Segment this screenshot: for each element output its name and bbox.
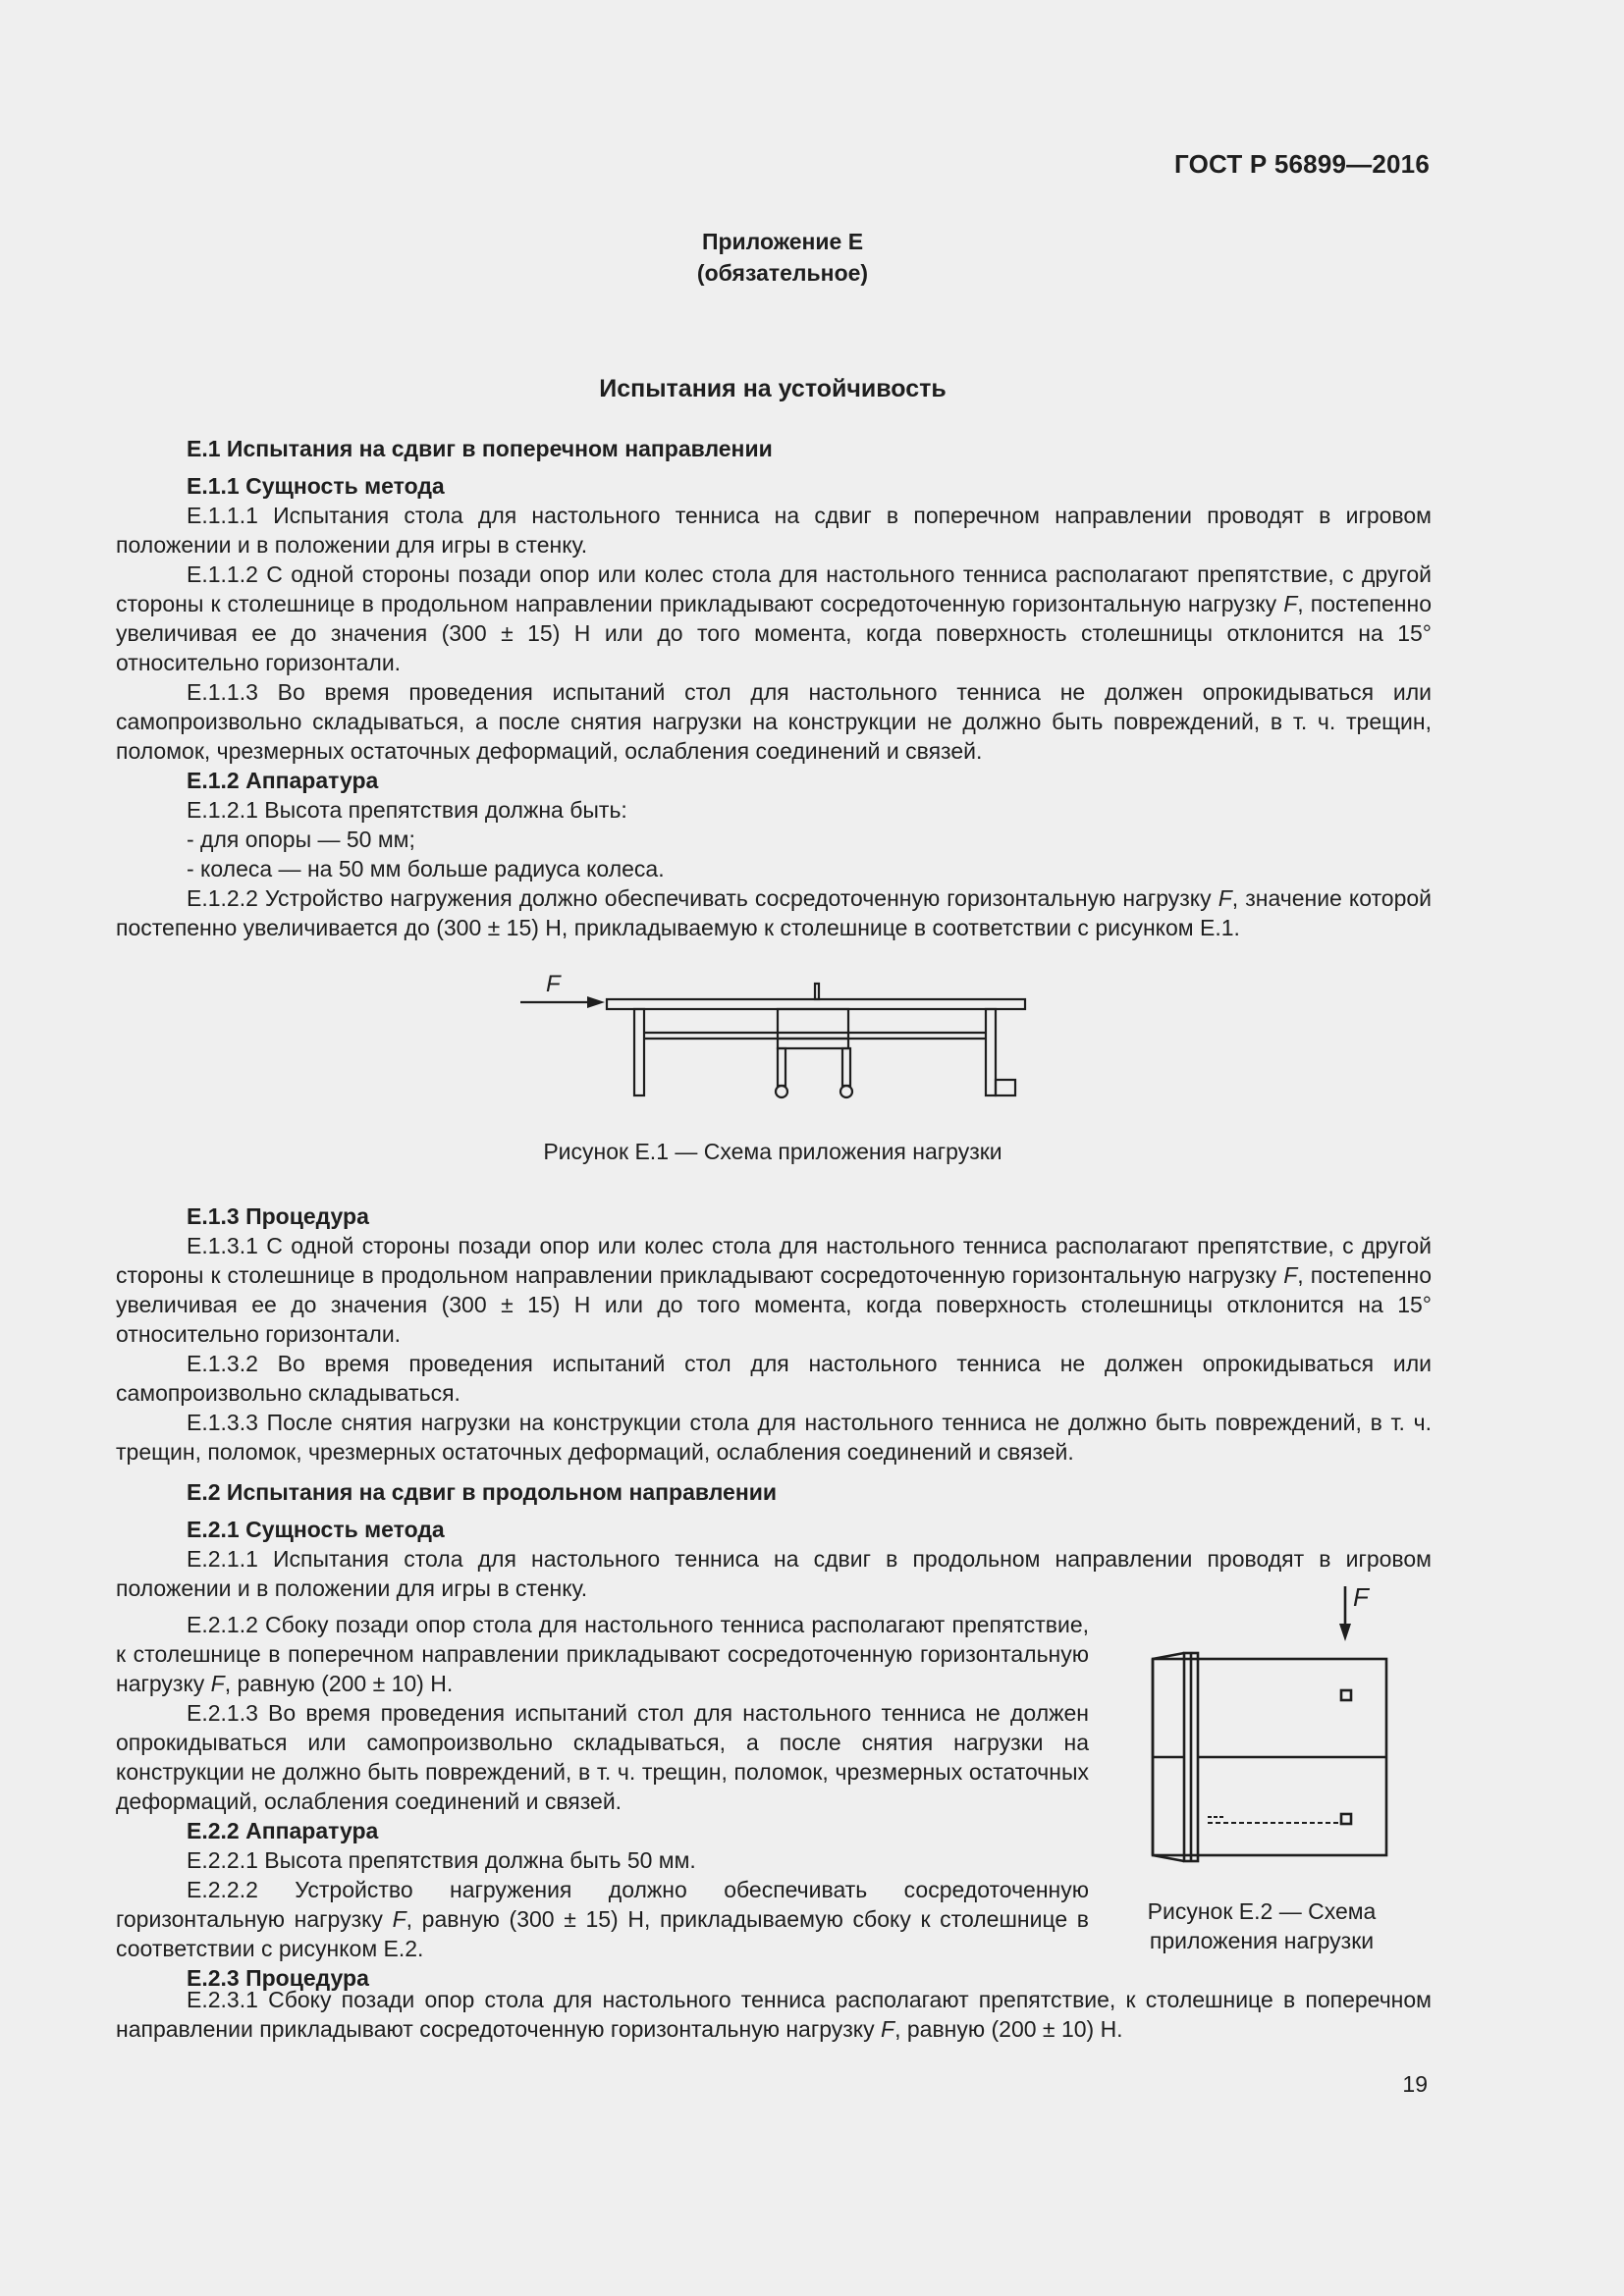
- wheel-leg: [842, 1048, 850, 1086]
- paragraph-e132: Е.1.3.2 Во время проведения испытаний стол для настольного тенниса не должен опрокидываться или самопроизвольно складываться.: [116, 1351, 1432, 1406]
- list-item: - для опоры — 50 мм;: [187, 827, 415, 852]
- paragraph-e211: Е.2.1.1 Испытания стола для настольного тенниса на сдвиг в продольном направлении проводят в игровом положении и в положении для игры в стенку.: [116, 1546, 1432, 1601]
- paragraph-e133: Е.1.3.3 После снятия нагрузки на конструкции стола для настольного тенниса не должно быть повреждений, в т. ч. трещин, поломок, чрезмерных остаточных деформаций, ослабления соединений и связей.: [116, 1410, 1432, 1465]
- paragraph-e212: Е.2.1.2 Сбоку позади опор стола для настольного тенниса располагают препятствие, к столешнице в поперечном направлении прикладывают сосредоточенную горизонтальную нагрузку F, равную (200 ± 10) Н.: [116, 1612, 1089, 1696]
- subsection-heading-e22: Е.2.2 Аппаратура: [187, 1818, 379, 1843]
- figure-e1-diagram: [511, 966, 1041, 1113]
- force-label: F: [546, 971, 561, 997]
- paragraph-e213: Е.2.1.3 Во время проведения испытаний стол для настольного тенниса не должен опрокидываться или самопроизвольно складываться, а после снятия нагрузки на конструкции не должно быть повреждений, в т. ч. трещин, поломок, чрезмерных остаточных деформаций, ослабления соединений и связей.: [116, 1700, 1089, 1814]
- paragraph-e111: Е.1.1.1 Испытания стола для настольного тенниса на сдвиг в поперечном направлении проводят в игровом положении и в положении для игры в стенку.: [116, 503, 1432, 558]
- appendix-label: Приложение Е: [701, 229, 864, 254]
- list-item: - колеса — на 50 мм больше радиуса колеса.: [187, 856, 665, 881]
- page-title: Испытания на устойчивость: [599, 375, 947, 402]
- figure-e2-caption: Рисунок Е.2 — Схема приложения нагрузки: [1147, 1898, 1377, 1953]
- paragraph-e222: Е.2.2.2 Устройство нагружения должно обеспечивать сосредоточенную горизонтальную нагрузку F, равную (300 ± 15) Н, прикладываемую сбоку к столешнице в соответствии с рисунком Е.2.: [116, 1877, 1089, 1961]
- corner-marker: [1341, 1690, 1351, 1700]
- subsection-heading-e12: Е.1.2 Аппаратура: [187, 768, 379, 793]
- figure-e1-caption: Рисунок Е.1 — Схема приложения нагрузки: [543, 1139, 1002, 1164]
- force-arrowhead: [587, 996, 605, 1008]
- page-number: 19: [1402, 2071, 1428, 2097]
- wheel: [776, 1086, 787, 1097]
- section-e2-narrow-block: [116, 1610, 1089, 1993]
- paragraph-e231: Е.2.3.1 Сбоку позади опор стола для настольного тенниса располагают препятствие, к столешнице в поперечном направлении прикладывают сосредоточенную горизонтальную нагрузку F, равную (200 ± 10) Н.: [116, 1987, 1432, 2042]
- tabletop: [607, 999, 1025, 1009]
- section-heading-e2: Е.2 Испытания на сдвиг в продольном направлении: [187, 1479, 777, 1505]
- section-e23-block: [116, 1985, 1432, 2044]
- corner-marker: [1341, 1814, 1351, 1824]
- section-e1-block: [116, 434, 1432, 942]
- wheel: [840, 1086, 852, 1097]
- paragraph-e113: Е.1.1.3 Во время проведения испытаний стол для настольного тенниса не должен опрокидываться или самопроизвольно складываться, а после снятия нагрузки на конструкции не должно быть повреждений, в т. ч. трещин, поломок, чрезмерных остаточных деформаций, ослабления соединений и связей.: [116, 679, 1432, 764]
- force-arrowhead: [1339, 1624, 1351, 1641]
- appendix-status: (обязательное): [696, 260, 869, 286]
- paragraph-e131: Е.1.3.1 С одной стороны позади опор или колес стола для настольного тенниса располагают препятствие, с другой стороны к столешнице в продольном направлении прикладывают сосредоточенную горизонтальную нагрузку F, постепенно увеличивая ее до значения (300 ± 15) Н или до того момента, когда поверхность столешницы отклонится на 15° относительно горизонтали.: [116, 1233, 1432, 1347]
- paragraph-e122: Е.1.2.2 Устройство нагружения должно обеспечивать сосредоточенную горизонтальную нагрузку F, значение которой постепенно увеличивается до (300 ± 15) Н, прикладываемую к столешнице в соответствии с рисунком Е.1.: [116, 885, 1432, 940]
- subsection-heading-e13: Е.1.3 Процедура: [187, 1203, 369, 1229]
- table-leg: [634, 1009, 644, 1095]
- obstacle: [996, 1080, 1015, 1095]
- net-post: [815, 984, 819, 999]
- paragraph-e112: Е.1.1.2 С одной стороны позади опор или колес стола для настольного тенниса располагают препятствие, с другой стороны к столешнице в продольном направлении прикладывают сосредоточенную горизонтальную нагрузку F, постепенно увеличивая ее до значения (300 ± 15) Н или до того момента, когда поверхность столешницы отклонится на 15° относительно горизонтали.: [116, 561, 1432, 675]
- paragraph-e121: Е.1.2.1 Высота препятствия должна быть:: [187, 797, 627, 823]
- section-heading-e1: Е.1 Испытания на сдвиг в поперечном направлении: [187, 436, 773, 461]
- subsection-heading-e23: Е.2.3 Процедура: [187, 1965, 369, 1991]
- figure-e2-diagram: [1139, 1582, 1404, 1867]
- subsection-heading-e11: Е.1.1 Сущность метода: [187, 473, 445, 499]
- standard-code: ГОСТ Р 56899—2016: [1174, 149, 1430, 179]
- force-label: F: [1353, 1582, 1369, 1612]
- subsection-heading-e21: Е.2.1 Сущность метода: [187, 1517, 445, 1542]
- appendix-heading: [0, 226, 1565, 289]
- section-e13-block: [116, 1201, 1432, 1467]
- table-leg: [986, 1009, 996, 1095]
- center-frame: [778, 1009, 848, 1048]
- paragraph-e221: Е.2.2.1 Высота препятствия должна быть 50 мм.: [187, 1847, 696, 1873]
- wheel-leg: [778, 1048, 785, 1086]
